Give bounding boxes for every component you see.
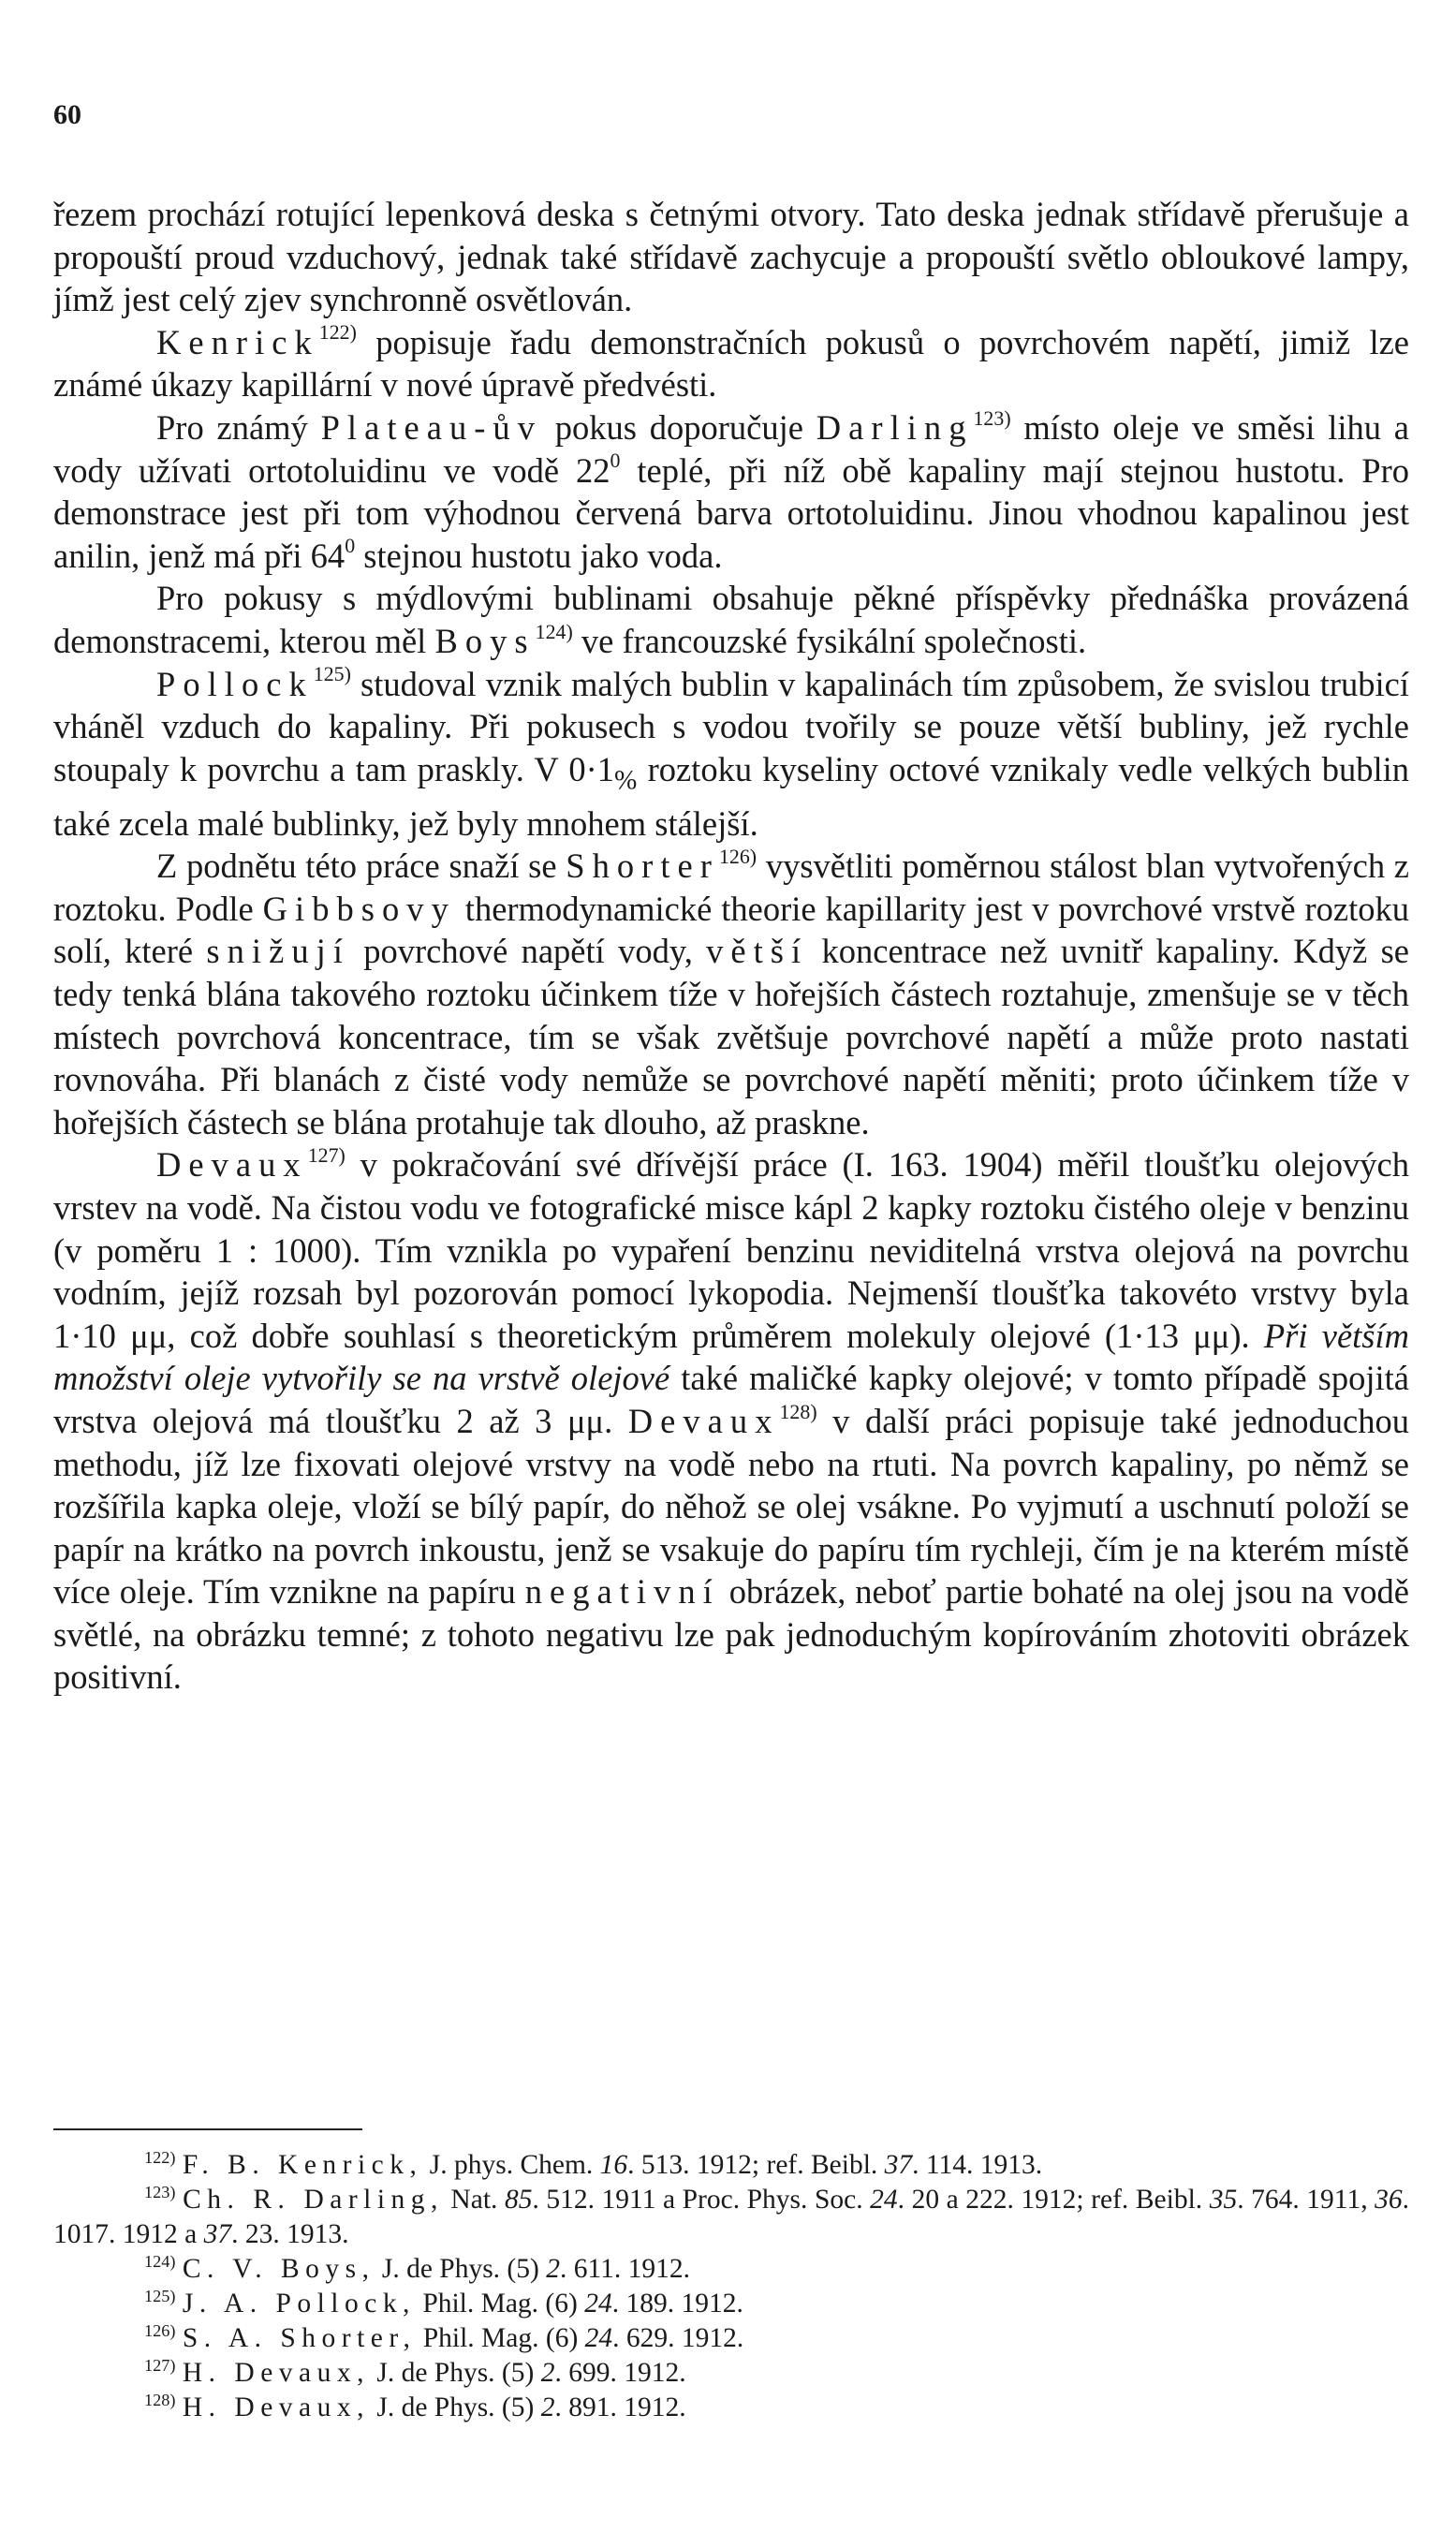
footnote: $^{122)}$ F. B. Kenrick, J. phys. Chem. 16. 513. 1912; ref. Beibl. 37. 114. 1913.	[144, 2148, 1043, 2180]
footnote: $^{127)}$ H. Devaux, J. de Phys. (5) 2. 699. 1912.	[144, 2356, 686, 2388]
footnote-ref: 124)	[535, 619, 573, 643]
footnote: $^{124)}$ C. V. Boys, J. de Phys. (5) 2. 611. 1912.	[144, 2252, 690, 2284]
footnote-number: 125)	[144, 2287, 176, 2306]
footnote: $^{128)}$ H. Devaux, J. de Phys. (5) 2. 891. 1912.	[144, 2391, 686, 2422]
author-name: Kenrick	[156, 322, 319, 361]
footnote-author: H. Devaux,	[182, 2358, 370, 2388]
footnote-ref: 126)	[718, 844, 757, 868]
footnote-number: 123)	[144, 2183, 176, 2202]
footnote: $^{125)}$ J. A. Pollock, Phil. Mag. (6) 24. 189. 1912.	[144, 2287, 743, 2319]
footnote-ref: 128)	[779, 1399, 817, 1423]
emphasis: negativní	[524, 1572, 720, 1612]
footnote-number: 124)	[144, 2252, 176, 2272]
footnote-author: C. V. Boys,	[182, 2254, 375, 2284]
footnote-author: H. Devaux,	[182, 2392, 370, 2422]
footnote-number: 126)	[144, 2321, 176, 2341]
footnote-author: S. A. Shorter,	[182, 2323, 417, 2353]
author-name: Darling	[816, 407, 974, 447]
author-name: Shorter	[566, 847, 719, 886]
footnote-ref: 125)	[313, 662, 351, 686]
paragraph-5: Pollock$^{125)}$ studoval vznik malých bublin v kapalinách tím způsobem, že svislou trubicí vháněl vzduch do kapaliny. Při pokusech s vodou tvořily se pouze větší bubliny, jež rychle stoupaly k povrchu a tam praskly. V $0\cdot 1_{\%}$ roztoku kyseliny octové vznikaly vedle velkých bublin také zcela malé bublinky, jež byly mnohem stálejší.	[53, 662, 1409, 843]
author-name: Boys	[434, 621, 536, 660]
degree-mark: 0	[345, 534, 356, 558]
paragraph-3: Pro známý Plateau-ův pokus doporučuje Darling$^{123)}$ místo oleje ve směsi lihu a vody užívati ortotoluidinu ve vodě $22^0$ teplé, při níž obě kapaliny mají stejnou hustotu. Pro demonstrace jest při tom výhodnou červená barva ortotoluidinu. Jinou vhodnou kapalinou jest anilin, jenž má při $64^0$ stejnou hustotu jako voda.	[53, 405, 1410, 575]
degree-mark: 0	[610, 449, 621, 473]
paragraph-7: Devaux$^{127)}$ v pokračování své dřívější práce (I. 163. 1904) měřil tloušťku olejových vrstev na vodě. Na čistou vodu ve fotografické misce kápl 2 kapky roztoku čistého oleje v benzinu (v poměru 1 : 1000). Tím vznikla po vypaření benzinu neviditelná vrstva olejová na povrchu vodním, jejíž rozsah byl pozorován pomocí lykopodia. Nejmenší tloušťka takovéto vrstvy byla 1·10 μμ, což dobře souhlasí s theoretickým průměrem molekuly olejové (1·13 μμ). Při větším množství oleje vytvořily se na vrstvě olejové také maličké kapky olejové; v tomto případě spojitá vrstva olejová má tloušťku 2 až 3 μμ. Devaux$^{128)}$ v další práci popisuje také jednoduchou methodu, jíž lze fixovati olejové vrstvy na vodě nebo na rtuti. Na povrch kapaliny, po němž se rozšířila kapka oleje, vloží se bílý papír, do něhož se olej vsákne. Po vyjmutí a uschnutí položí se papír na krátko na povrch inkoustu, jenž se vsakuje do papíru tím rychleji, čím je na kterém místě více oleje. Tím vznikne na papíru negativní obrázek, neboť partie bohaté na olej jsou na vodě světlé, na obrázku temné; z tohoto negativu lze pak jednoduchým kopírováním zhotoviti obrázek positivní.	[53, 1143, 1410, 1697]
paragraph-4: Pro pokusy s mýdlovými bublinami obsahuje pěkné příspěvky přednáška provázená demonstracemi, kterou měl Boys$^{124)}$ ve francouzské fysikální společnosti.	[53, 579, 1409, 660]
body-text	[53, 193, 1409, 1699]
footnote-ref: 123)	[973, 405, 1011, 430]
author-name: Plateau-ův	[320, 407, 542, 447]
paragraph-6: Z podnětu této práce snaží se Shorter$^{126)}$ vysvětliti poměrnou stálost blan vytvořených z roztoku. Podle Gibbsovy thermodynamické theorie kapillarity jest v povrchové vrstvě roztoku solí, které snižují povrchové napětí vody, větší koncentrace než uvnitř kapaliny. Když se tedy tenká blána takového roztoku účinkem tíže v hořejších částech roztahuje, zmenšuje se v těch místech povrchová koncentrace, tím se však zvětšuje povrchové napětí a může proto nastati rovnováha. Při blanách z čisté vody nemůže se povrchové napětí měniti; proto účinkem tíže v hořejších částech se blána protahuje tak dlouho, až praskne.	[53, 844, 1410, 1141]
author-name: Pollock	[156, 664, 314, 703]
footnote-author: Ch. R. Darling,	[183, 2185, 444, 2215]
footnote-ref: 122)	[318, 320, 357, 345]
author-name: Gibbsovy	[262, 889, 456, 928]
footnote-number: 127)	[144, 2356, 176, 2376]
paragraph-2: Kenrick$^{122)}$ popisuje řadu demonstračních pokusů o povrchovém napětí, jimiž lze známé úkazy kapillární v nové úpravě předvésti.	[53, 320, 1409, 405]
paragraph-1: řezem prochází rotující lepenková deska s četnými otvory. Tato deska jednak střídavě přerušuje a propouští proud vzduchový, jednak také střídavě zachycuje a propouští světlo obloukové lampy, jímž jest celý zjev synchronně osvětlován.	[53, 195, 1409, 319]
footnote: $^{123)}$ Ch. R. Darling, Nat. 85. 512. 1911 a Proc. Phys. Soc. 24. 20 a 222. 1912; ref. Beibl. 35. 764. 1911, 36. 1017. 1912 a 37. 23. 1913.	[53, 2183, 1409, 2249]
footnote-number: 122)	[144, 2148, 176, 2168]
footnote-author: J. A. Pollock,	[182, 2289, 416, 2319]
emphasis: snižují	[206, 932, 350, 971]
footnote: $^{126)}$ S. A. Shorter, Phil. Mag. (6) 24. 629. 1912.	[144, 2321, 744, 2353]
author-name: Devaux	[627, 1401, 780, 1440]
page-number: 60	[53, 99, 81, 130]
emphasis: větší	[706, 932, 809, 971]
footnote-ref: 127)	[307, 1143, 346, 1168]
author-name: Devaux	[156, 1145, 308, 1185]
footnote-number: 128)	[144, 2391, 176, 2410]
footnotes	[53, 2148, 1409, 2425]
italic-text: Při větším množství oleje vytvořily se na vrstvě olejové	[53, 1316, 1409, 1398]
footnote-author: F. B. Kenrick,	[182, 2150, 423, 2180]
percent-sign: %	[614, 765, 638, 796]
footnote-rule	[53, 2128, 362, 2130]
